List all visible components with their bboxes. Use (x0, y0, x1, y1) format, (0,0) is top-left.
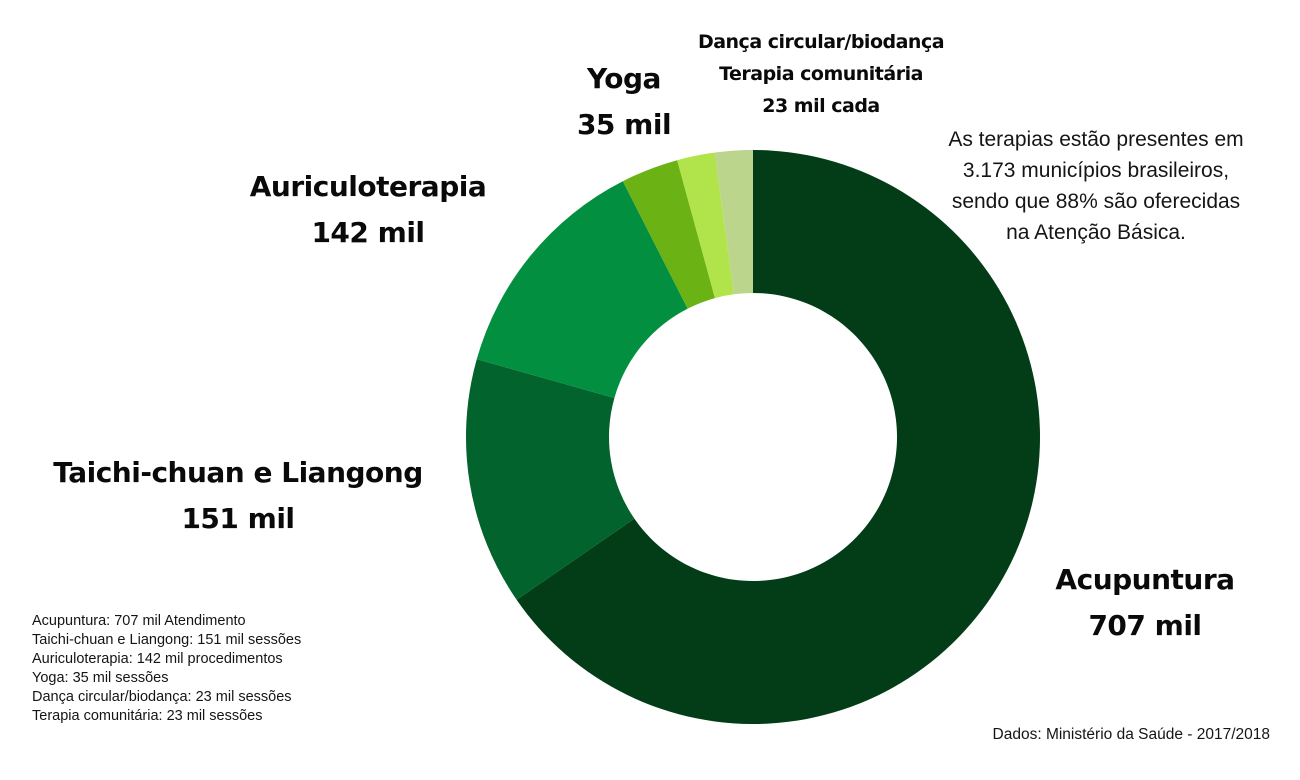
annotation-line: As terapias estão presentes em (948, 128, 1244, 151)
label-taichi-value: 151 mil (181, 502, 295, 535)
label-acupuntura-value: 707 mil (1088, 609, 1202, 642)
label-yoga-name: Yoga (587, 62, 661, 95)
label-taichi-name: Taichi-chuan e Liangong (53, 456, 423, 489)
label-terapia-name: Terapia comunitária (719, 63, 923, 85)
label-small-group-value: 23 mil cada (762, 95, 880, 117)
label-taichi (40, 450, 436, 542)
label-acupuntura (1020, 557, 1270, 649)
label-auriculoterapia-name: Auriculoterapia (249, 170, 487, 203)
legend-entry: Dança circular/biodança: 23 mil sessões (32, 689, 292, 705)
legend-entry: Auriculoterapia: 142 mil procedimentos (32, 651, 283, 667)
label-danca-name: Dança circular/biodança (697, 31, 945, 53)
label-yoga-value: 35 mil (576, 108, 672, 141)
legend-entry: Yoga: 35 mil sessões (32, 670, 169, 686)
legend (32, 612, 301, 726)
legend-entry: Terapia comunitária: 23 mil sessões (32, 708, 263, 724)
legend-entry: Acupuntura: 707 mil Atendimento (32, 613, 246, 629)
source-note: Dados: Ministério da Saúde - 2017/2018 (992, 726, 1270, 743)
annotation-line: sendo que 88% são oferecidas (951, 190, 1241, 213)
annotation-line: 3.173 municípios brasileiros, (962, 159, 1230, 182)
label-auriculoterapia (228, 164, 508, 256)
annotation-text (900, 124, 1292, 248)
label-small-group (686, 26, 956, 122)
legend-entry: Taichi-chuan e Liangong: 151 mil sessões (32, 632, 302, 648)
label-auriculoterapia-value: 142 mil (311, 216, 425, 249)
label-acupuntura-name: Acupuntura (1055, 563, 1235, 596)
label-yoga (560, 56, 688, 148)
annotation-line: na Atenção Básica. (1006, 221, 1186, 244)
